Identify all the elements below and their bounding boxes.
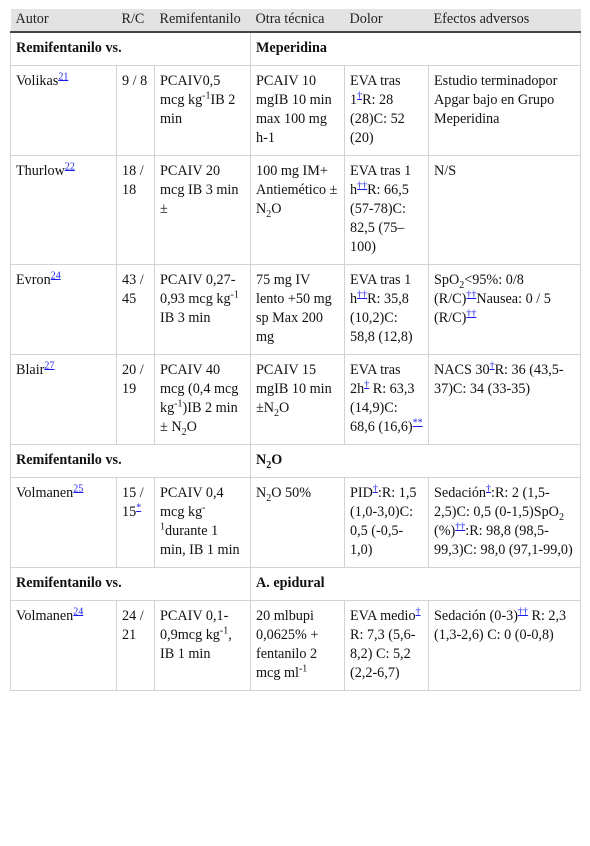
footnote-link[interactable]: ** [412, 417, 423, 429]
cell-efectos: N/S [429, 156, 581, 265]
reference-link[interactable]: 22 [64, 161, 75, 173]
footnote-link[interactable]: * [136, 502, 142, 514]
reference-link[interactable]: 27 [44, 360, 55, 372]
cell-otra-tecnica: PCAIV 15 mgIB 10 $\min \pm N_2O$ [251, 355, 345, 445]
cell-autor: Blair$^{27}$ [11, 355, 117, 445]
cell-dolor: EVA tras 1 h††R: 66,5 (57-78)C: 82,5 (75–100) [345, 156, 429, 265]
cell-otra-tecnica: 100 mg IM+ Antiemético ± $N_2O$ [251, 156, 345, 265]
cell-rc: 43 / 45 [117, 265, 155, 355]
cell-remifentanilo: PCAIV 40 mcg (0,4 mcg $kg^{-1})IB$ 2 $\min \pm N_2O$ [155, 355, 251, 445]
footnote-link[interactable]: † [364, 379, 370, 391]
cell-efectos: Estudio terminadopor Apgar bajo en Grupo Meperidina [429, 66, 581, 156]
cell-otra-tecnica: $N_2O$ 50% [251, 478, 345, 568]
footnote-link[interactable]: †† [357, 289, 368, 301]
section-row-epidural [11, 568, 581, 601]
footnote-link[interactable]: † [415, 606, 421, 618]
cell-efectos: Sedación (0-3)†† R: 2,3 (1,3-2,6) C: 0 (0-0,8) [429, 601, 581, 691]
footnote-link[interactable]: † [372, 483, 378, 495]
cell-rc: 20 / 19 [117, 355, 155, 445]
footnote-link[interactable]: † [489, 360, 495, 372]
cell-remifentanilo: PCAIV 20 mcg IB 3 min ± [155, 156, 251, 265]
footnote-link[interactable]: †† [466, 308, 477, 320]
footnote-link[interactable]: †† [466, 289, 477, 301]
reference-link[interactable]: 24 [50, 270, 61, 282]
cell-otra-tecnica: PCAIV 10 mgIB 10 min max 100 mg h-1 [251, 66, 345, 156]
cell-remifentanilo: PCAIV 0,4 mcg $kg^{-1}durante$ 1 min, IB 1 min [155, 478, 251, 568]
table-row-volmanen-1 [11, 478, 581, 568]
reference-link[interactable]: 25 [73, 483, 84, 495]
cell-autor: Volmanen$^{24}$ [11, 601, 117, 691]
header-rc: R/C [117, 9, 155, 32]
cell-rc: 15 / 15* [117, 478, 155, 568]
section-label: Remifentanilo vs. [11, 32, 251, 66]
reference-link[interactable]: 21 [58, 71, 69, 83]
section-comparator: A. epidural [251, 568, 581, 601]
header-efectos-adversos: Efectos adversos [429, 9, 581, 32]
table-row-evron [11, 265, 581, 355]
cell-dolor: PID†:R: 1,5 (1,0-3,0)C: 0,5 (-0,5-1,0) [345, 478, 429, 568]
cell-efectos: SpO$_2$<95%: 0/8 (R/C)††Nausea: 0 / 5 (R/C)†† [429, 265, 581, 355]
section-label: Remifentanilo vs. [11, 445, 251, 478]
table-header-row [11, 9, 581, 32]
cell-remifentanilo: PCAIV 0,1-0,9mcg $kg^{-1}$, IB 1 min [155, 601, 251, 691]
section-comparator: $N_2O$ [251, 445, 581, 478]
cell-remifentanilo: PCAIV0,5 mcg $kg^{-1}IB$ 2 min [155, 66, 251, 156]
header-autor: Autor [11, 9, 117, 32]
section-row-meperidina [11, 32, 581, 66]
header-remifentanilo: Remifentanilo [155, 9, 251, 32]
cell-dolor: EVA tras 1 h††R: 35,8 (10,2)C: 58,8 (12,8) [345, 265, 429, 355]
cell-rc: 18 / 18 [117, 156, 155, 265]
footnote-link[interactable]: †† [357, 180, 368, 192]
cell-autor: Evron$^{24}$ [11, 265, 117, 355]
table-row-thurlow [11, 156, 581, 265]
cell-rc: 9 / 8 [117, 66, 155, 156]
section-label: Remifentanilo vs. [11, 568, 251, 601]
footnote-link[interactable]: †† [517, 606, 528, 618]
table-row-volikas [11, 66, 581, 156]
table-row-volmanen-2 [11, 601, 581, 691]
cell-otra-tecnica: 75 mg IV lento +50 mg sp Max 200 mg [251, 265, 345, 355]
footnote-link[interactable]: † [486, 483, 492, 495]
cell-rc: 24 / 21 [117, 601, 155, 691]
cell-autor: Thurlow$^{22}$ [11, 156, 117, 265]
header-otra-tecnica: Otra técnica [251, 9, 345, 32]
cell-autor: Volmanen$^{25}$ [11, 478, 117, 568]
section-row-n2o [11, 445, 581, 478]
footnote-link[interactable]: †† [455, 521, 466, 533]
cell-dolor: EVA medio† R: 7,3 (5,6-8,2) C: 5,2 (2,2-6,7) [345, 601, 429, 691]
footnote-link[interactable]: † [357, 90, 363, 102]
table-row-blair [11, 355, 581, 445]
cell-efectos: NACS 30†R: 36 (43,5-37)C: 34 (33-35) [429, 355, 581, 445]
cell-otra-tecnica: 20 mlbupi 0,0625% + fentanilo 2 mcg $ml^{-1}$ [251, 601, 345, 691]
reference-link[interactable]: 24 [73, 606, 84, 618]
cell-autor: Volikas$^{21}$ [11, 66, 117, 156]
cell-remifentanilo: PCAIV 0,27-0,93 mcg $kg^{-1}$ IB 3 min [155, 265, 251, 355]
cell-dolor: EVA tras 1†R: 28 (28)C: 52 (20) [345, 66, 429, 156]
header-dolor: Dolor [345, 9, 429, 32]
section-comparator: Meperidina [251, 32, 581, 66]
results-table [10, 9, 581, 691]
cell-efectos: Sedación†:R: 2 (1,5-2,5)C: 0,5 (0-1,5)SpO$_2$ (%)††:R: 98,8 (98,5-99,3)C: 98,0 (97,1-99,0) [429, 478, 581, 568]
cell-dolor: EVA tras 2h† R: 63,3 (14,9)C: 68,6 (16,6)** [345, 355, 429, 445]
